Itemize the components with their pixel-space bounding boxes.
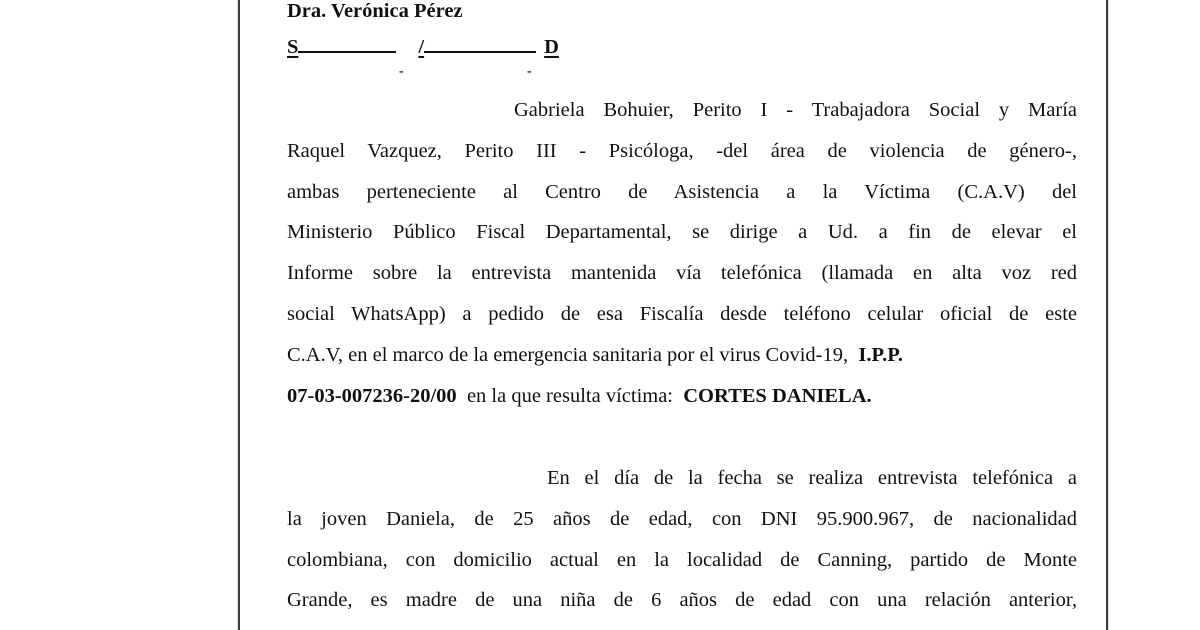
paragraph-line-victim (287, 376, 1077, 417)
paragraph-line: la joven Daniela, de 25 años de edad, con DNI 95.900.967, de nacionalidad (287, 507, 1077, 530)
paragraph-line: C.A.V, en el marco de la emergencia sanitaria por el virus Covid-19, (287, 343, 849, 366)
paragraph-interview (287, 458, 1077, 621)
paragraph-line: colombiana, con domicilio actual en la localidad de Canning, partido de Monte (287, 548, 1077, 571)
sd-d-letter: D (544, 36, 559, 58)
paragraph-report-intro (287, 90, 1077, 416)
victim-name: CORTES DANIELA. (683, 384, 872, 407)
paragraph-line: social WhatsApp) a pedido de esa Fiscalía desde teléfono celular oficial de este (287, 302, 1077, 325)
paragraph-line: En el día de la fecha se realiza entrevista telefónica a (547, 467, 1077, 489)
document-page (238, 0, 1108, 630)
paragraph-line-ipp (287, 335, 1077, 376)
sd-blank-2 (424, 37, 536, 53)
sd-dash-right: - (527, 64, 532, 79)
sd-signature-line (287, 36, 559, 59)
ipp-number: 07-03-007236-20/00 (287, 384, 457, 407)
paragraph-line: Gabriela Bohuier, Perito I - Trabajadora Social y María (514, 99, 1077, 121)
paragraph-line: Raquel Vazquez, Perito III - Psicóloga, -del área de violencia de género-, (287, 139, 1077, 162)
addressee-name: Dra. Verónica Pérez (287, 0, 463, 22)
ipp-label: I.P.P. (858, 343, 904, 366)
paragraph-line: Grande, es madre de una niña de 6 años de edad con una relación anterior, (287, 589, 1077, 612)
paragraph-line: Informe sobre la entrevista mantenida vía telefónica (llamada en alta voz red (287, 262, 1077, 285)
sd-s-letter: S (287, 36, 299, 58)
victim-text: en la que resulta víctima: (466, 384, 673, 407)
paragraph-line: Ministerio Público Fiscal Departamental, se dirige a Ud. a fin de elevar el (287, 221, 1077, 244)
sd-slash: / (418, 36, 425, 58)
paragraph-line: ambas perteneciente al Centro de Asistencia a la Víctima (C.A.V) del (287, 180, 1077, 203)
document-body (240, 0, 1106, 630)
sd-dash-left: - (399, 64, 404, 79)
sd-blank-1 (298, 37, 396, 53)
